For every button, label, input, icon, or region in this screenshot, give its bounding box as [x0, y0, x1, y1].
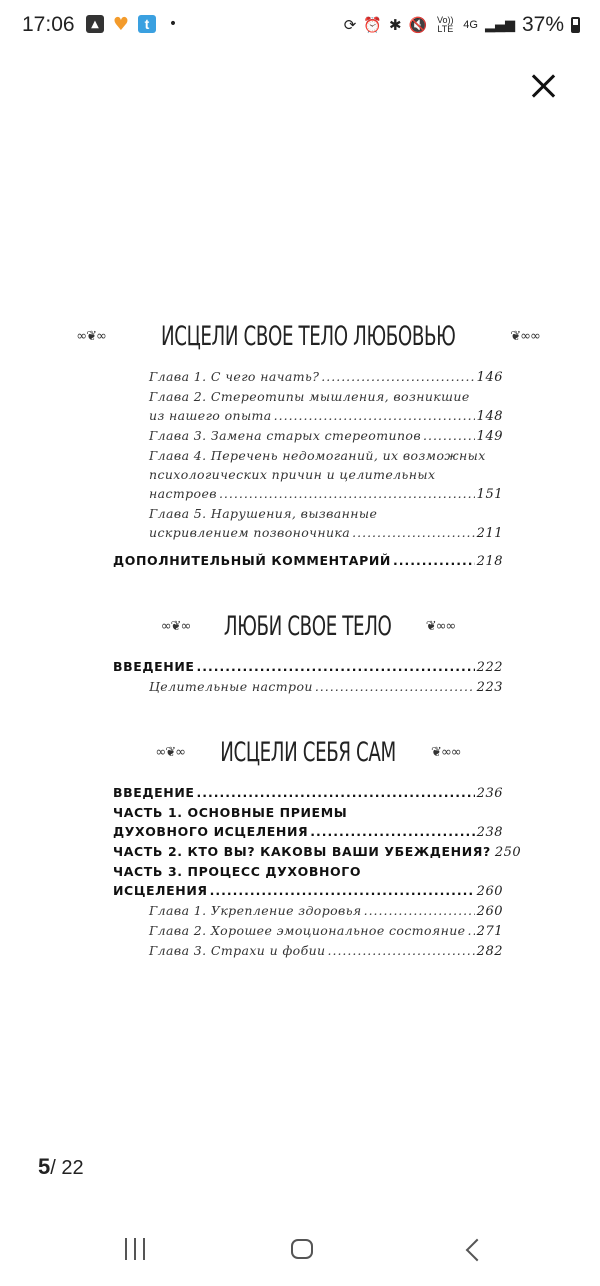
dot-leader [423, 426, 475, 445]
total-pages: / 22 [50, 1157, 84, 1179]
tumblr-icon: t [138, 15, 156, 33]
toc-entry-label: ЧАСТЬ 2. КТО ВЫ? КАКОВЫ ВАШИ УБЕЖДЕНИЯ? [113, 844, 491, 859]
toc-entry-label: Глава 1. С чего начать? [149, 369, 320, 384]
ornament-icon: ∞❦∞ [155, 744, 185, 760]
toc-entry-label: ИСЦЕЛЕНИЯ [113, 883, 208, 898]
dot-leader [197, 657, 475, 676]
toc-entry-label: ДУХОВНОГО ИСЦЕЛЕНИЯ [113, 824, 309, 839]
close-icon[interactable] [527, 70, 559, 102]
recent-apps-button[interactable] [120, 1235, 160, 1265]
navigation-bar [0, 1210, 600, 1286]
toc-chapter-entry [113, 504, 503, 523]
toc-chapter-entry [113, 941, 503, 961]
ornament-icon: ❦∞∞ [431, 744, 461, 760]
dot-leader [219, 484, 475, 503]
network-4g-icon: 4G [463, 18, 478, 31]
toc-chapter-entry [113, 446, 503, 465]
section-title [113, 731, 503, 773]
sync-icon: ⟳ [343, 16, 357, 34]
section-title-text: ЛЮБИ СВОЕ ТЕЛО [224, 610, 392, 642]
system-icons [344, 13, 580, 37]
ornament-icon: ❦∞∞ [425, 618, 456, 634]
toc-entry-label: ВВЕДЕНИЕ [113, 659, 195, 674]
toc-entry-label: Глава 2. Стереотипы мышления, возникшие [149, 389, 470, 404]
bluetooth-icon: ✱ [389, 16, 402, 34]
toc-chapter-entry [113, 387, 503, 406]
dot-leader [467, 921, 474, 940]
dot-leader [364, 901, 475, 920]
toc-entry-label: Глава 3. Замена старых стереотипов [149, 428, 421, 443]
toc-entry-label: из нашего опыта [149, 408, 272, 423]
status-bar [0, 0, 600, 52]
toc-page-number: 146 [476, 370, 503, 385]
toc-entry-label: Глава 3. Страхи и фобии [149, 943, 326, 958]
heart-app-icon: ♥ [112, 13, 130, 35]
dot-leader [210, 881, 475, 900]
toc-entry-label: психологических причин и целительных [149, 467, 436, 482]
toc-chapter-entry [113, 426, 503, 446]
toc-entry-label: ВВЕДЕНИЕ [113, 785, 195, 800]
toc-chapter-entry [113, 677, 503, 697]
battery-percent: 37% [521, 13, 564, 36]
notification-icons [86, 15, 182, 33]
back-button[interactable] [455, 1235, 495, 1265]
toc-page-number: 218 [476, 554, 503, 569]
section-title [76, 315, 540, 357]
section-title-text: ИСЦЕЛИ СЕБЯ САМ [220, 736, 396, 768]
toc-part-entry [113, 551, 503, 571]
toc-entry-label: Целительные настрои [149, 679, 313, 694]
signal-icon: ▂▄▆ [484, 17, 515, 33]
toc-chapter-entry [113, 465, 503, 484]
toc-entry-label: настроев [149, 486, 217, 501]
ornament-icon: ∞❦∞ [160, 618, 191, 634]
toc-page-number: 151 [476, 487, 503, 502]
toc-entry-label: ЧАСТЬ 1. ОСНОВНЫЕ ПРИЕМЫ [113, 805, 348, 820]
toc-page-number: 271 [476, 924, 503, 939]
dot-leader [310, 822, 474, 841]
toc-chapter-entry [113, 901, 503, 921]
page-counter [38, 1154, 84, 1180]
toc-part-entry [113, 783, 503, 803]
toc-entry-label: искривлением позвоночника [149, 525, 351, 540]
dot-icon: • [168, 16, 178, 32]
dot-leader [315, 677, 475, 696]
toc-entry-label: Глава 2. Хорошее эмоциональное состояние [149, 923, 466, 938]
dot-leader [197, 783, 475, 802]
dot-leader [352, 523, 475, 542]
toc-entry-label: ЧАСТЬ 3. ПРОЦЕСС ДУХОВНОГО [113, 864, 362, 879]
alarm-icon: ⏰ [363, 16, 383, 34]
toc-page-number: 238 [476, 825, 503, 840]
toc-page-number: 148 [476, 409, 503, 424]
toc-page-number: 250 [494, 845, 522, 860]
dot-leader [328, 941, 475, 960]
dot-leader [321, 367, 474, 386]
toc-entry-label: Глава 4. Перечень недомоганий, их возможных [149, 448, 486, 463]
dot-leader [393, 551, 475, 570]
toc-page-number: 260 [476, 904, 503, 919]
toc-part-entry [113, 803, 503, 822]
home-button[interactable] [282, 1235, 322, 1265]
toc-page-number: 149 [476, 429, 503, 444]
toc-page-number: 222 [476, 660, 503, 675]
toc-entry-label: Глава 1. Укрепление здоровья [149, 903, 362, 918]
gallery-icon: ▲ [86, 15, 104, 33]
ornament-icon: ∞❦∞ [76, 328, 106, 344]
toc-page-number: 211 [476, 526, 503, 541]
section-title [113, 605, 503, 647]
toc-part-entry [113, 881, 503, 901]
current-page: 5 [38, 1154, 51, 1179]
dot-leader [274, 406, 475, 425]
toc-part-entry [113, 822, 503, 842]
toc-chapter-entry [113, 921, 503, 941]
toc-chapter-entry [113, 367, 503, 387]
toc-chapter-entry [113, 406, 503, 426]
toc-chapter-entry [113, 523, 503, 543]
toc-entry-label: Глава 5. Нарушения, вызванные [149, 506, 378, 521]
toc-page-number: 282 [476, 944, 503, 959]
toc-page-number: 260 [476, 884, 503, 899]
toc-page-number: 236 [476, 786, 503, 801]
book-page-toc [76, 315, 540, 961]
toc-entry-label: ДОПОЛНИТЕЛЬНЫЙ КОММЕНТАРИЙ [113, 553, 391, 568]
toc-part-entry [113, 657, 503, 677]
toc-part-entry [113, 842, 522, 862]
battery-icon [571, 17, 580, 33]
toc-page-number: 223 [476, 680, 503, 695]
ornament-icon: ❦∞∞ [510, 328, 540, 344]
toc-chapter-entry [113, 484, 503, 504]
mute-icon: 🔇 [408, 16, 428, 34]
status-time: 17:06 [22, 13, 75, 36]
toc-part-entry [113, 862, 503, 881]
section-title-text: ИСЦЕЛИ СВОЕ ТЕЛО ЛЮБОВЬЮ [160, 320, 456, 352]
volte-icon: Vo)) LTE [437, 15, 454, 34]
